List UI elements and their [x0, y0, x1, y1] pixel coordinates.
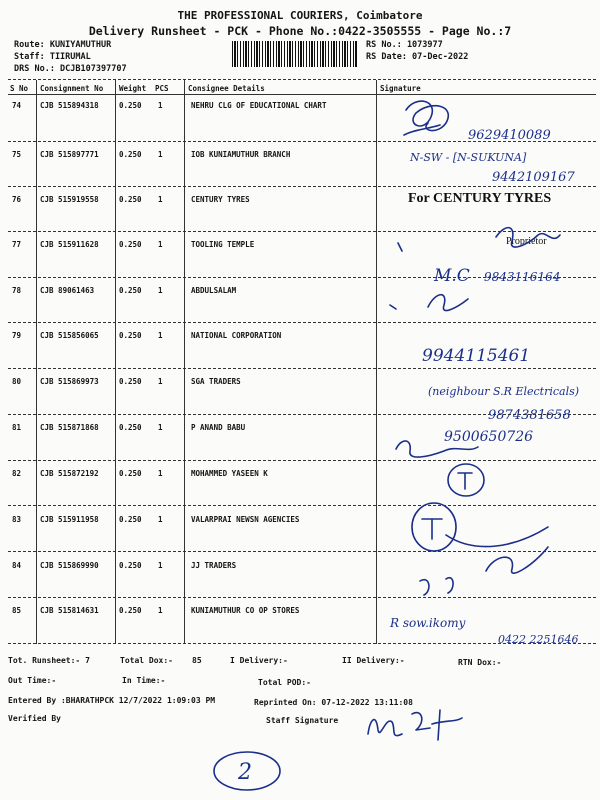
phone-81b: 9500650726: [444, 429, 534, 445]
row-pcs: 1: [158, 561, 163, 570]
table-top-rule: [8, 79, 596, 80]
signature-82: [448, 464, 484, 496]
row-weight: 0.250: [119, 561, 142, 570]
total-runsheet: Tot. Runsheet:- 7: [8, 656, 90, 665]
row-pcs: 1: [158, 195, 163, 204]
row-consignee: CENTURY TYRES: [191, 195, 250, 204]
row-sno: 85: [12, 606, 22, 615]
row-weight: 0.250: [119, 331, 142, 340]
col-header-pcs: PCS: [155, 84, 169, 93]
page-number-circle: [210, 748, 284, 794]
row-pcs: 1: [158, 469, 163, 478]
century-tyres-stamp: For CENTURY TYRES: [408, 191, 552, 206]
name-85: R sow.ikomy: [390, 616, 466, 630]
note-75: N-SW - [N-SUKUNA]: [410, 151, 527, 164]
row-consignee: TOOLING TEMPLE: [191, 240, 255, 249]
row-consignee: P ANAND BABU: [191, 423, 246, 432]
row-consignee: NEHRU CLG OF EDUCATIONAL CHART: [191, 101, 327, 110]
row-consignee: IOB KUNIAMUTHUR BRANCH: [191, 150, 291, 159]
row-pcs: 1: [158, 377, 163, 386]
in-time: In Time:-: [122, 676, 166, 685]
rs-number: RS No.: 1073977: [366, 40, 443, 50]
row-sno: 76: [12, 195, 22, 204]
row-weight: 0.250: [119, 606, 142, 615]
col-divider: [184, 80, 185, 644]
barcode-image: [232, 41, 358, 67]
name-78: M.C: [434, 266, 470, 286]
row-weight: 0.250: [119, 377, 142, 386]
note-80: (neighbour S.R Electricals): [428, 385, 580, 398]
total-dox-label: Total Dox:-: [120, 656, 173, 665]
row-weight: 0.250: [119, 240, 142, 249]
row-pcs: 1: [158, 606, 163, 615]
company-title: THE PROFESSIONAL COURIERS, Coimbatore: [177, 9, 423, 22]
row-sno: 82: [12, 469, 22, 478]
row-consignment-no: CJB 515911958: [40, 515, 99, 524]
row-pcs: 1: [158, 101, 163, 110]
row-sno: 81: [12, 423, 22, 432]
row-sno: 78: [12, 286, 22, 295]
phone-85: 0422 2251646: [498, 633, 579, 643]
row-pcs: 1: [158, 286, 163, 295]
row-consignment-no: CJB 89061463: [40, 286, 95, 295]
row-pcs: 1: [158, 515, 163, 524]
total-dox-value: 85: [192, 656, 202, 665]
i-delivery: I Delivery:-: [230, 656, 288, 665]
row-pcs: 1: [158, 331, 163, 340]
phone-81: 9874381658: [488, 408, 571, 423]
page-number-handwritten: 2: [238, 760, 252, 785]
signature-77: [398, 228, 560, 251]
row-sno: 83: [12, 515, 22, 524]
row-weight: 0.250: [119, 515, 142, 524]
col-header-consignment: Consignment No: [40, 84, 104, 93]
drs-number: DRS No.: DCJB107397707: [14, 64, 127, 74]
row-consignee: ABDULSALAM: [191, 286, 237, 295]
row-consignment-no: CJB 515856065: [40, 331, 99, 340]
row-sno: 75: [12, 150, 22, 159]
row-sno: 84: [12, 561, 22, 570]
row-consignment-no: CJB 515869973: [40, 377, 99, 386]
proprietor-stamp: Proprietor: [506, 236, 547, 247]
row-consignee: MOHAMMED YASEEN K: [191, 469, 268, 478]
col-divider: [36, 80, 37, 644]
row-weight: 0.250: [119, 195, 142, 204]
row-consignment-no: CJB 515869990: [40, 561, 99, 570]
col-header-weight: Weight: [119, 84, 147, 93]
row-consignee: KUNIAMUTHUR CO OP STORES: [191, 606, 300, 615]
col-header-sno: S No: [10, 84, 29, 93]
entered-by: Entered By :BHARATHPCK 12/7/2022 1:09:03 PM: [8, 696, 216, 705]
staff-signature-scribble: [360, 700, 470, 750]
rtn-dox: RTN Dox:-: [458, 658, 502, 667]
phone-78: 9843116164: [484, 270, 561, 284]
staff-label: Staff: TIIRUMAL: [14, 52, 91, 62]
staff-signature-label: Staff Signature: [266, 716, 339, 725]
signature-84: [420, 547, 548, 595]
row-consignment-no: CJB 515814631: [40, 606, 99, 615]
row-sno: 77: [12, 240, 22, 249]
row-consignment-no: CJB 515919558: [40, 195, 99, 204]
verified-by: Verified By: [8, 714, 61, 723]
reprinted-on: Reprinted On: 07-12-2022 13:11:08: [254, 698, 413, 707]
phone-74: 9629410089: [468, 128, 551, 143]
row-consignment-no: CJB 515897771: [40, 150, 99, 159]
row-weight: 0.250: [119, 101, 142, 110]
signature-74: [404, 101, 448, 135]
row-pcs: 1: [158, 150, 163, 159]
col-divider: [115, 80, 116, 644]
row-pcs: 1: [158, 423, 163, 432]
out-time: Out Time:-: [8, 676, 57, 685]
row-consignee: NATIONAL CORPORATION: [191, 331, 282, 340]
row-consignment-no: CJB 515872192: [40, 469, 99, 478]
handwritten-signatures: [376, 95, 598, 643]
row-consignee: JJ TRADERS: [191, 561, 237, 570]
row-weight: 0.250: [119, 423, 142, 432]
table-bottom-rule: [8, 643, 596, 644]
signature-83: [412, 503, 456, 551]
runsheet-subtitle: Delivery Runsheet - PCK - Phone No.:0422-3505555 - Page No.:7: [88, 24, 512, 38]
total-pod: Total POD:-: [258, 678, 311, 687]
row-consignee: VALARPRAI NEWSN AGENCIES: [191, 515, 300, 524]
col-header-signature: Signature: [380, 84, 421, 93]
phone-79: 9944115461: [422, 346, 531, 366]
phone-75: 9442109167: [492, 170, 575, 185]
row-consignee: SGA TRADERS: [191, 377, 241, 386]
row-consignment-no: CJB 515894318: [40, 101, 99, 110]
row-sno: 79: [12, 331, 22, 340]
row-consignment-no: CJB 515911628: [40, 240, 99, 249]
rs-date: RS Date: 07-Dec-2022: [366, 52, 469, 62]
row-weight: 0.250: [119, 286, 142, 295]
row-sno: 74: [12, 101, 22, 110]
col-header-consignee: Consignee Details: [188, 84, 265, 93]
route-label: Route: KUNIYAMUTHUR: [14, 40, 112, 50]
row-pcs: 1: [158, 240, 163, 249]
row-weight: 0.250: [119, 469, 142, 478]
signature-78: [390, 295, 468, 311]
row-weight: 0.250: [119, 150, 142, 159]
row-consignment-no: CJB 515871868: [40, 423, 99, 432]
row-sno: 80: [12, 377, 22, 386]
ii-delivery: II Delivery:-: [342, 656, 405, 665]
